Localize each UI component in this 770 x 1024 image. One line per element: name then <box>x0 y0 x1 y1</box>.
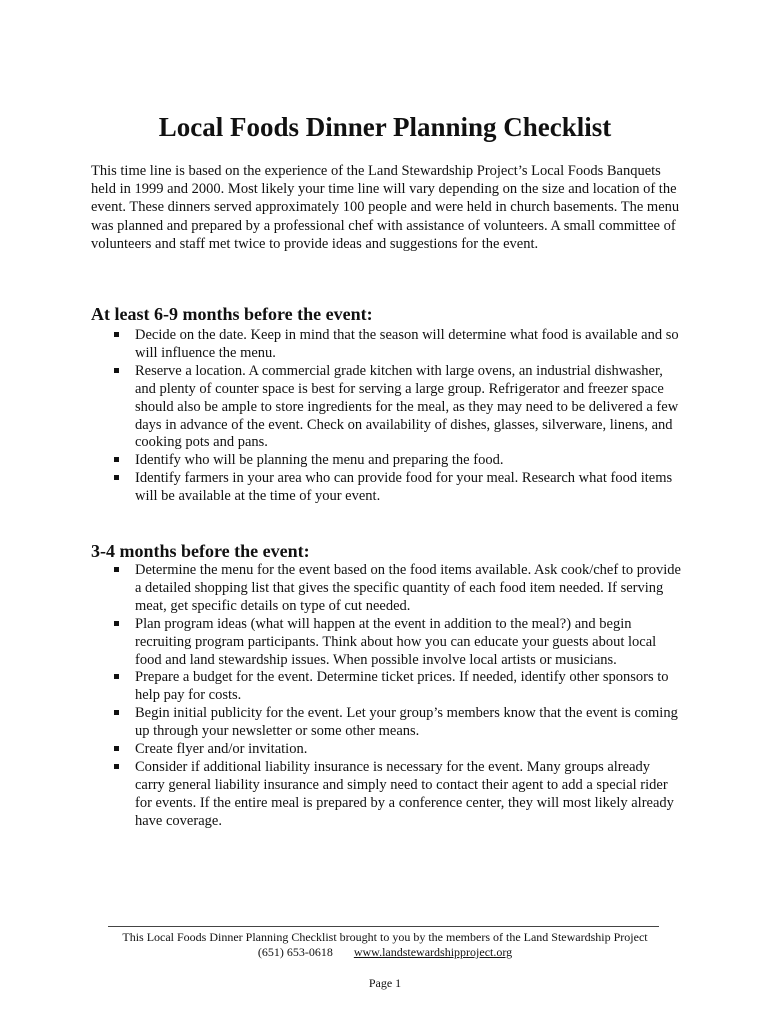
list-item-text: Begin initial publicity for the event. Let your group’s members know that the event is coming up through your newsletter or some other means. <box>135 705 678 740</box>
square-bullet-icon <box>114 764 119 769</box>
intro-paragraph: This time line is based on the experience of the Land Stewardship Project’s Local Foods Banquets held in 1999 and 2000. Most likely your time line will vary depending on the size and location of the event. These dinners served approximately 100 people and were held in church basements. The menu was planned and prepared by a professional chef with assistance of volunteers. A small committee of volunteers and staff met twice to provide ideas and suggestions for the event. <box>91 163 680 252</box>
list-item <box>111 759 681 831</box>
section-heading-3-4-months: 3-4 months before the event: <box>91 541 310 561</box>
footer-phone: (651) 653-0618 <box>257 945 333 959</box>
square-bullet-icon <box>114 332 119 337</box>
square-bullet-icon <box>114 674 119 679</box>
list-item <box>111 562 681 616</box>
list-item <box>111 327 681 363</box>
square-bullet-icon <box>114 475 119 480</box>
list-item-text: Consider if additional liability insurance is necessary for the event. Many groups already carry general liability insurance and simply need to contact their agent to add a special rider for events. If the entire meal is prepared by a conference center, they will most likely already have coverage. <box>135 758 674 829</box>
list-item <box>111 669 681 705</box>
footer-contact <box>0 945 770 960</box>
section-heading-6-9-months: At least 6-9 months before the event: <box>91 304 373 324</box>
square-bullet-icon <box>114 710 119 715</box>
list-item-text: Identify who will be planning the menu and preparing the food. <box>135 452 504 469</box>
square-bullet-icon <box>114 567 119 572</box>
square-bullet-icon <box>114 746 119 751</box>
list-item <box>111 616 681 670</box>
footer-divider <box>108 926 659 927</box>
list-item-text: Reserve a location. A commercial grade kitchen with large ovens, an industrial dishwasher, and plenty of counter space is best for serving a large group. Refrigerator and freezer space should also be ample to store ingredients for the meal, as they may need to be delivered a few days in advance of the event. Check on availability of dishes, glasses, silverware, linens, and cooking pots and pans. <box>135 362 679 451</box>
list-item-text: Identify farmers in your area who can provide food for your meal. Research what food items will be available at the time of your event. <box>135 470 673 505</box>
list-item-text: Decide on the date. Keep in mind that the season will determine what food is available and so will influence the menu. <box>135 327 679 361</box>
list-item-text: Determine the menu for the event based on the food items available. Ask cook/chef to provide a detailed shopping list that gives the specific quantity of each food item needed. If serving meat, get specific details on type of cut needed. <box>135 562 681 614</box>
page-number: Page 1 <box>368 976 402 990</box>
checklist-3-4-months <box>111 562 681 831</box>
list-item-text: Plan program ideas (what will happen at the event in addition to the meal?) and begin recruiting program participants. Think about how you can educate your guests about local food and land stewardship issues. When possible involve local artists or musicians. <box>135 615 657 668</box>
square-bullet-icon <box>114 621 119 626</box>
square-bullet-icon <box>114 368 119 373</box>
list-item <box>111 705 681 741</box>
list-item <box>111 452 681 470</box>
list-item <box>111 470 681 506</box>
list-item <box>111 363 681 453</box>
square-bullet-icon <box>114 457 119 462</box>
list-item <box>111 741 681 759</box>
document-title: Local Foods Dinner Planning Checklist <box>158 112 612 142</box>
footer-website-link[interactable]: www.landstewardshipproject.org <box>353 945 513 959</box>
footer-credit: This Local Foods Dinner Planning Checklist brought to you by the members of the Land Stewardship Project <box>122 930 648 944</box>
list-item-text: Prepare a budget for the event. Determine ticket prices. If needed, identify other sponsors to help pay for costs. <box>135 669 669 704</box>
list-item-text: Create flyer and/or invitation. <box>135 741 308 758</box>
checklist-6-9-months <box>111 327 681 506</box>
